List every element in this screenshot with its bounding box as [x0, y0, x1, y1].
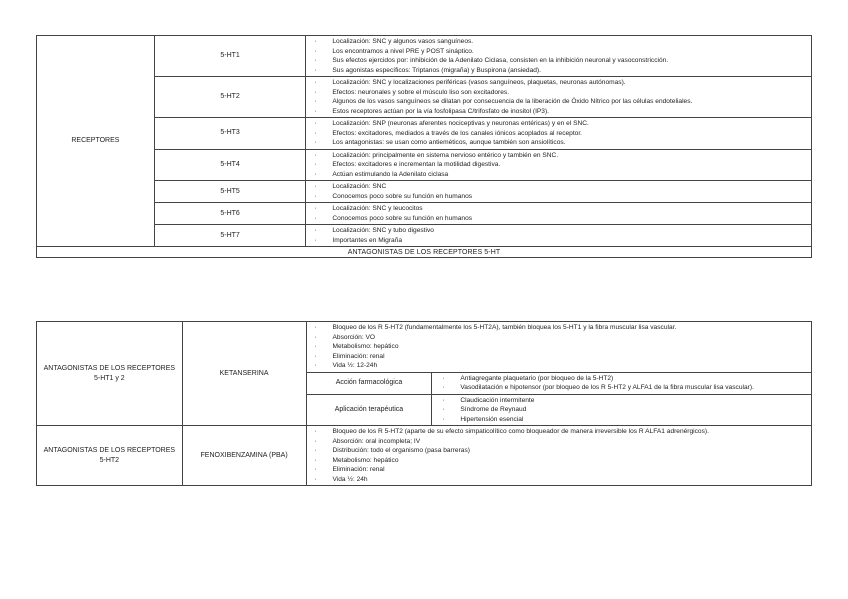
- bullet-list: [306, 151, 811, 180]
- bullet-item: · Localización: SNC y localizaciones periféricas (vasos sanguíneos, plaquetas, neuronas autónomas).: [306, 78, 811, 88]
- bullet-list: [306, 37, 811, 75]
- bullet-list: [307, 323, 811, 371]
- bullet-item: · Localización: SNC y tubo digestivo: [306, 226, 811, 236]
- antagonistas-header-row: [37, 247, 812, 258]
- ketanserina-table: [36, 321, 812, 486]
- receptor-name: 5-HT7: [154, 225, 306, 247]
- bullet-item: · Actúan estimulando la Adenilato ciclasa: [306, 170, 811, 180]
- bullet-item: · Algunos de los vasos sanguíneos se dilatan por consecuencia de la liberación de Óxido Nítrico por las células endoteliales.: [306, 97, 811, 107]
- bullet-item: · Hipertensión esencial: [432, 415, 811, 425]
- bullet-item: · Efectos: excitadores, mediados a través de los canales iónicos acoplados al receptor.: [306, 129, 811, 139]
- accion-farmacologica-label: Acción farmacológica: [306, 372, 432, 394]
- bullet-list: [307, 427, 811, 484]
- receptor-name: 5-HT2: [154, 77, 306, 118]
- bullet-item: · Vida ½: 24h: [307, 475, 811, 485]
- bullet-item: · Síndrome de Reynaud: [432, 405, 811, 415]
- receptor-name: 5-HT4: [154, 149, 306, 181]
- bullet-item: · Localización: SNC y algunos vasos sanguíneos.: [306, 37, 811, 47]
- bullet-list: [306, 204, 811, 223]
- bullet-item: · Conocemos poco sobre su función en humanos: [306, 192, 811, 202]
- bullet-item: · Localización: SNP (neuronas aferentes nociceptivas y neuronas entéricas) y en el SNC.: [306, 119, 811, 129]
- bullet-item: · Metabolismo: hepático: [307, 342, 811, 352]
- receptor-row-5ht1: [37, 36, 812, 77]
- bullet-item: · Efectos: neuronales y sobre el músculo liso son excitadores.: [306, 88, 811, 98]
- bullet-item: · Importantes en Migraña: [306, 236, 811, 246]
- bullet-item: · Absorción: oral incompleta; IV: [307, 437, 811, 447]
- fenoxibenzamina-group-label: ANTAGONISTAS DE LOS RECEPTORES 5-HT2: [37, 426, 183, 486]
- bullet-item: · Sus agonistas específicos: Triptanos (migraña) y Buspirona (ansiedad).: [306, 66, 811, 76]
- bullet-item: · Vasodilatación e hipotensor (por bloqueo de los R 5-HT2 y ALFA1 de la fibra muscular lisa vascular).: [432, 383, 811, 393]
- bullet-list: [306, 182, 811, 201]
- bullet-item: · Conocemos poco sobre su función en humanos: [306, 214, 811, 224]
- fenoxibenzamina-drug-name: FENOXIBENZAMINA (PBA): [182, 426, 306, 486]
- bullet-list: [306, 226, 811, 245]
- bullet-item: · Vida ½: 12-24h: [307, 361, 811, 371]
- receptor-name: 5-HT3: [154, 118, 306, 150]
- bullet-item: · Localización: SNC: [306, 182, 811, 192]
- bullet-item: · Sus efectos ejercidos por: inhibición de la Adenilato Ciclasa, consisten en la inhibición neuronal y vasoconstricción.: [306, 56, 811, 66]
- bullet-item: · Eliminación: renal: [307, 465, 811, 475]
- bullet-item: · Eliminación: renal: [307, 352, 811, 362]
- bullet-list: [306, 119, 811, 148]
- receptor-name: 5-HT5: [154, 181, 306, 203]
- bullet-item: · Antiagregante plaquetario (por bloqueo de la 5-HT2): [432, 374, 811, 384]
- bullet-list: [306, 78, 811, 116]
- bullet-item: · Los antagonistas: se usan como antieméticos, aunque también son ansiolíticos.: [306, 138, 811, 148]
- receptores-body: [37, 36, 812, 258]
- ketanserina-group-label: ANTAGONISTAS DE LOS RECEPTORES 5-HT1 y 2: [37, 322, 183, 426]
- receptores-section-label: RECEPTORES: [37, 36, 155, 247]
- bullet-item: · Localización: SNC y leucocitos: [306, 204, 811, 214]
- receptor-name: 5-HT1: [154, 36, 306, 77]
- bullet-item: · Los encontramos a nivel PRE y POST sináptico.: [306, 47, 811, 57]
- bullet-item: · Claudicación intermitente: [432, 396, 811, 406]
- aplicacion-terapeutica-label: Aplicación terapéutica: [306, 394, 432, 426]
- bullet-item: · Localización: principalmente en sistema nervioso entérico y también en SNC.: [306, 151, 811, 161]
- receptores-table: [36, 35, 812, 258]
- bullet-item: · Bloqueo de los R 5-HT2 (fundamentalmente los 5-HT2A), también bloquea los 5-HT1 y la fibra muscular lisa vascular.: [307, 323, 811, 333]
- bullet-item: · Metabolismo: hepático: [307, 456, 811, 466]
- bullet-item: · Absorción: VO: [307, 333, 811, 343]
- ketanserina-drug-name: KETANSERINA: [182, 322, 306, 426]
- bullet-item: · Efectos: excitadores e incrementan la motilidad digestiva.: [306, 160, 811, 170]
- bullet-list: [432, 396, 811, 425]
- bullet-list: [432, 374, 811, 393]
- receptor-name: 5-HT6: [154, 203, 306, 225]
- bullet-item: · Estos receptores actúan por la vía fosfolipasa C/trifosfato de inositol (IP3).: [306, 107, 811, 117]
- bullet-item: · Distribución: todo el organismo (pasa barreras): [307, 446, 811, 456]
- antagonistas-header: ANTAGONISTAS DE LOS RECEPTORES 5-HT: [37, 247, 812, 258]
- bullet-item: · Bloqueo de los R 5-HT2 (aparte de su efecto simpaticolítico como bloqueador de manera irreversible los R ALFA1 adrenérgicos).: [307, 427, 811, 437]
